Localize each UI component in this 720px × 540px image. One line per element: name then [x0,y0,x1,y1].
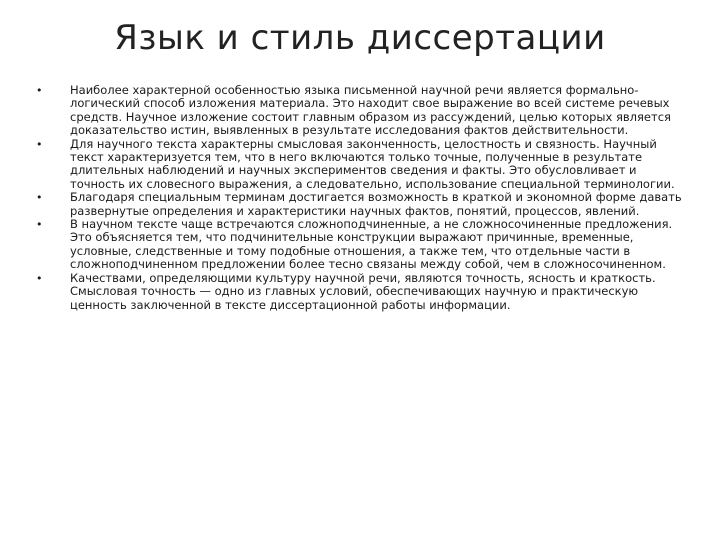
bullet-icon: • [36,271,43,285]
bullet-item [36,138,684,192]
bullet-text: Благодаря специальным терминам достигается возможность в краткой и экономной форме давать развернутые определения и характеристики научных фактов, понятий, процессов, явлений. [70,190,682,218]
bullet-icon: • [36,191,43,205]
bullet-item [36,84,684,138]
bullet-text: В научном тексте чаще встречаются сложноподчиненные, а не сложносочиненные предложения. Это объясняется тем, что подчинительные конструкции выражают причинные, временные, условные, следственные и тому подобные отношения, а также тем, что отдельные части в сложноподчиненном предложении более тесно связаны между собой, чем в сложносочиненном. [70,217,673,272]
bullet-text: Качествами, определяющими культуру научной речи, являются точность, ясность и краткость. Смысловая точность — одно из главных условий, обеспечивающих научную и практическую ценность заключенной в тексте диссертационной работы информации. [70,270,656,312]
bullet-item [36,272,684,312]
bullet-text: Для научного текста характерны смысловая законченность, целостность и связность. Научный текст характеризуется тем, что в него включаются только точные, полученные в результате длительных наблюдений и научных экспериментов сведения и факты. Это обусловливает и точность их словесного выражения, а следовательно, использование специальной терминологии. [70,136,675,191]
bullet-icon: • [36,218,43,232]
bullet-list [36,84,684,312]
bullet-text: Наиболее характерной особенностью языка письменной научной речи является формально-логический способ изложения материала. Это находит свое выражение во всей системе речевых средств. Научное изложение состоит главным образом из рассуждений, целью которых является доказательство истин, выявленных в результате исследования фактов действительности. [70,83,671,138]
bullet-item [36,218,684,272]
bullet-item [36,191,684,218]
bullet-icon: • [36,84,43,97]
bullet-icon: • [36,137,43,151]
slide-title: Язык и стиль диссертации [114,18,606,58]
